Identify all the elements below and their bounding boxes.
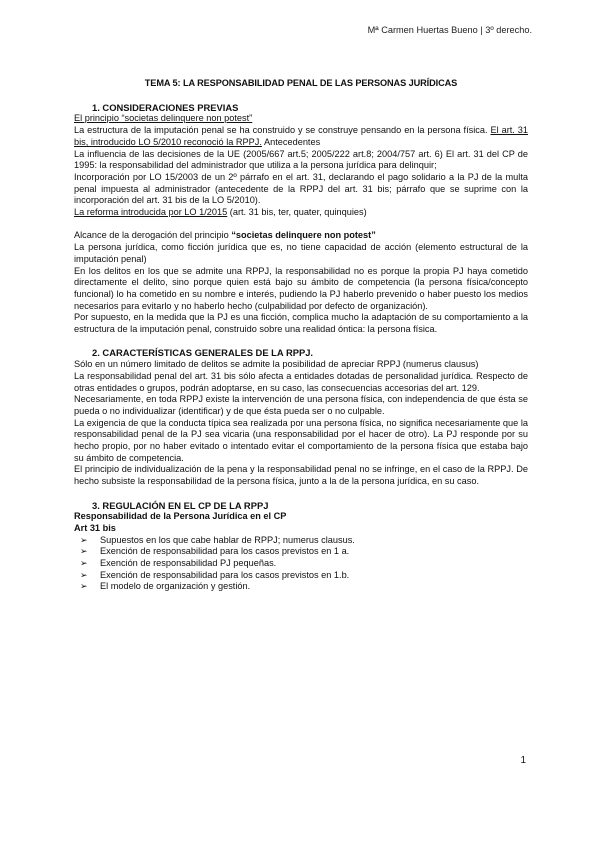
paragraph: La influencia de las decisiones de la UE (2005/667 art.5; 2005/222 art.8; 2004/757 art. 6) El art. 31 del CP de 1995: la responsabilidad del administrador que utiliza a la persona jurídica para delinquir; — [74, 148, 528, 171]
paragraph: La exigencia de que la conducta típica sea realizada por una persona física, no significa necesariamente que la responsabilidad penal de la PJ sea vicaria (una responsabilidad por el hacer de otro). La PJ responde por su hecho propio, por no haber evitado o intentado evitar el comportamiento de la persona física que estaba bajo su ámbito de competencia. — [74, 417, 528, 463]
bullet-list — [74, 535, 528, 594]
paragraph: Necesariamente, en toda RPPJ existe la intervención de una persona física, con independencia de que ésta se pueda o no individualizar (identificar) y de que ésta pueda ser o no culpable. — [74, 394, 528, 416]
underlined-text: La reforma introducida por LO 1/2015 — [74, 207, 228, 218]
paragraph — [74, 207, 528, 219]
paragraph — [74, 125, 528, 148]
paragraph — [74, 230, 528, 242]
text: (art. 31 bis, ter, quater, quinquies) — [227, 207, 367, 218]
list-item: ➢ Exención de responsabilidad PJ pequeñas. — [80, 558, 277, 569]
section-1-heading: 1. CONSIDERACIONES PREVIAS — [92, 101, 239, 113]
bold-text: “societas delinquere non potest” — [231, 230, 376, 241]
arrow-bullet-icon: ➢ — [80, 581, 88, 592]
paragraph: El principio de individualización de la pena y la responsabilidad penal no se infringe, en el caso de la RPPJ. De hecho subsiste la responsabilidad de la persona física, junto a la de la persona jurídica, en su caso. — [74, 464, 528, 487]
list-item: ➢ El modelo de organización y gestión. — [80, 581, 251, 592]
arrow-bullet-icon: ➢ — [80, 558, 88, 569]
paragraph: Sólo en un número limitado de delitos se admite la posibilidad de apreciar RPPJ (numerus clausus) — [74, 359, 479, 370]
text: Antecedentes — [264, 136, 321, 147]
list-item: ➢ Exención de responsabilidad para los casos previstos en 1 a. — [80, 546, 350, 557]
document-body — [74, 78, 528, 593]
paragraph: La persona jurídica, como ficción jurídica que es, no tiene capacidad de acción (elemento estructural de la imputación penal) — [74, 242, 528, 264]
arrow-bullet-icon: ➢ — [80, 569, 88, 580]
list-item: ➢ Supuestos en los que cabe hablar de RPPJ; numerus clausus. — [80, 534, 355, 545]
subheading: Responsabilidad de la Persona Jurídica en el CP — [74, 511, 287, 522]
paragraph: Por supuesto, en la medida que la PJ es una ficción, complica mucho la adaptación de su comportamiento a la estructura de la imputación penal, construido sobre una realidad óntica: la persona física. — [74, 312, 528, 335]
text: Alcance de la derogación del principio — [74, 230, 232, 241]
principle-subheading: El principio “societas delinquere non potest” — [74, 113, 253, 124]
arrow-bullet-icon: ➢ — [80, 546, 88, 557]
article-label: Art 31 bis — [74, 522, 116, 533]
underlined-text: El art. 31 bis, introducido LO 5/2010 reconoció la RPPJ. — [74, 125, 528, 147]
list-item: ➢ Exención de responsabilidad para los casos previstos en 1.b. — [80, 569, 350, 580]
document-title: TEMA 5: LA RESPONSABILIDAD PENAL DE LAS PERSONAS JURÍDICAS — [144, 78, 458, 88]
paragraph: La responsabilidad penal del art. 31 bis sólo afecta a entidades dotadas de personalidad jurídica. Respecto de otras entidades o grupos, podrán adoptarse, en su caso, las consecuencias accesorias del art. 129. — [74, 370, 528, 393]
section-3-heading: 3. REGULACIÓN EN EL CP DE LA RPPJ — [92, 499, 269, 511]
paragraph: Incorporación por LO 15/2003 de un 2º párrafo en el art. 31, declarando el pago solidario a la PJ de la multa penal impuesta al administrador (antecedente de la RPPJ del art. 31 bis; párrafo que se suprime con la incorporación del art. 31 bis de la LO 5/2010). — [74, 171, 528, 206]
section-2-heading: 2. CARACTERÍSTICAS GENERALES DE LA RPPJ. — [92, 347, 314, 359]
page-header: Mª Carmen Huertas Bueno | 3º derecho. — [367, 25, 532, 35]
arrow-bullet-icon: ➢ — [80, 534, 88, 545]
paragraph: En los delitos en los que se admite una RPPJ, la responsabilidad no es porque la propia PJ haya cometido directamente el delito, sino porque quien está bajo su ámbito de competencia (la persona física/concepto funcional) lo ha cometido en su nombre e interés, pudiendo la PJ haberlo prevenido o haber puesto los medios necesarios para evitarlo y no haberlo hecho (culpabilidad por defecto de organización). — [74, 265, 528, 311]
text: La estructura de la imputación penal se ha construido y se construye pensando en la persona física. — [74, 125, 488, 136]
page-number: 1 — [520, 755, 526, 766]
